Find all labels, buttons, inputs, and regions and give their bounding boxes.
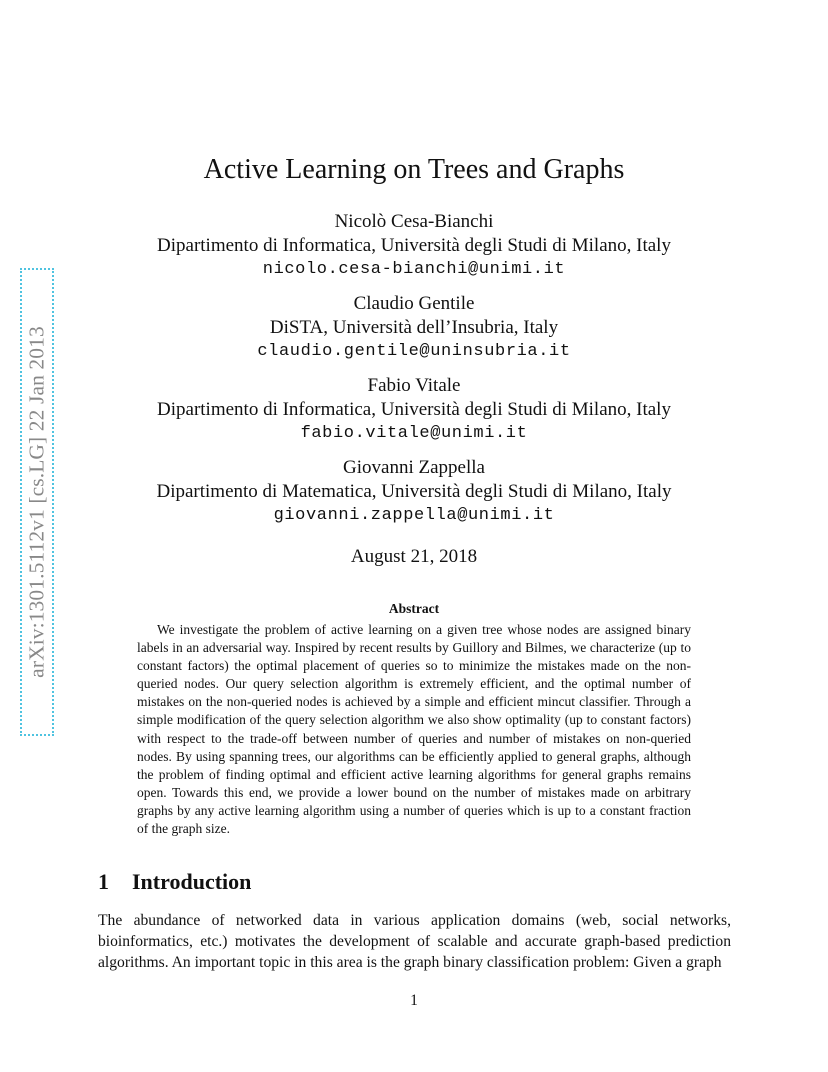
author-name: Giovanni Zappella	[343, 457, 485, 478]
author-name: Fabio Vitale	[367, 375, 461, 396]
author-block	[0, 210, 828, 282]
page-number: 1	[410, 992, 418, 1009]
abstract-heading: Abstract	[388, 601, 440, 616]
author-block	[0, 456, 828, 528]
author-block	[0, 292, 828, 364]
author-name: Claudio Gentile	[353, 293, 475, 314]
section-heading	[98, 869, 251, 895]
section-body-text: The abundance of networked data in various application domains (web, social networks, bioinformatics, etc.) motivates the development of scalable and accurate graph-based prediction algorithms. An important topic in this area is the graph binary classification problem: Given a graph	[98, 912, 731, 971]
section-title: Introduction	[132, 869, 252, 894]
section-number: 1	[98, 869, 109, 894]
author-affiliation: Dipartimento di Informatica, Università degli Studi di Milano, Italy	[157, 235, 671, 256]
author-email: fabio.vitale@unimi.it	[300, 424, 528, 443]
paper-date: August 21, 2018	[350, 546, 478, 567]
author-affiliation: DiSTA, Università dell’Insubria, Italy	[269, 317, 559, 338]
author-block	[0, 374, 828, 446]
author-name: Nicolò Cesa-Bianchi	[334, 211, 494, 232]
paper-title: Active Learning on Trees and Graphs	[203, 154, 625, 185]
author-affiliation: Dipartimento di Matematica, Università degli Studi di Milano, Italy	[156, 481, 672, 502]
abstract-text: We investigate the problem of active learning on a given tree whose nodes are assigned binary labels in an adversarial way. Inspired by recent results by Guillory and Bilmes, we characterize (up to constant factors) the optimal placement of queries so to minimize the mistakes made on the non-queried nodes. Our query selection algorithm is extremely efficient, and the optimal number of mistakes on the non-queried nodes is achieved by a simple and efficient mincut classifier. Through a simple modification of the query selection algorithm we also show optimality (up to constant factors) with respect to the trade-off between number of queries and number of mistakes on non-queried nodes. By using spanning trees, our algorithms can be efficiently applied to general graphs, although the problem of finding optimal and efficient active learning algorithms for general graphs remains open. Towards this end, we provide a lower bound on the number of mistakes made on arbitrary graphs by any active learning algorithm using a number of queries which is up to a constant fraction of the graph size.	[137, 622, 691, 837]
author-email: claudio.gentile@uninsubria.it	[257, 342, 571, 361]
author-email: giovanni.zappella@unimi.it	[273, 506, 555, 525]
arxiv-identifier: arXiv:1301.5112v1 [cs.LG] 22 Jan 2013	[24, 326, 49, 678]
author-email: nicolo.cesa-bianchi@unimi.it	[262, 260, 566, 279]
author-affiliation: Dipartimento di Informatica, Università degli Studi di Milano, Italy	[157, 399, 671, 420]
author-list	[0, 210, 828, 538]
